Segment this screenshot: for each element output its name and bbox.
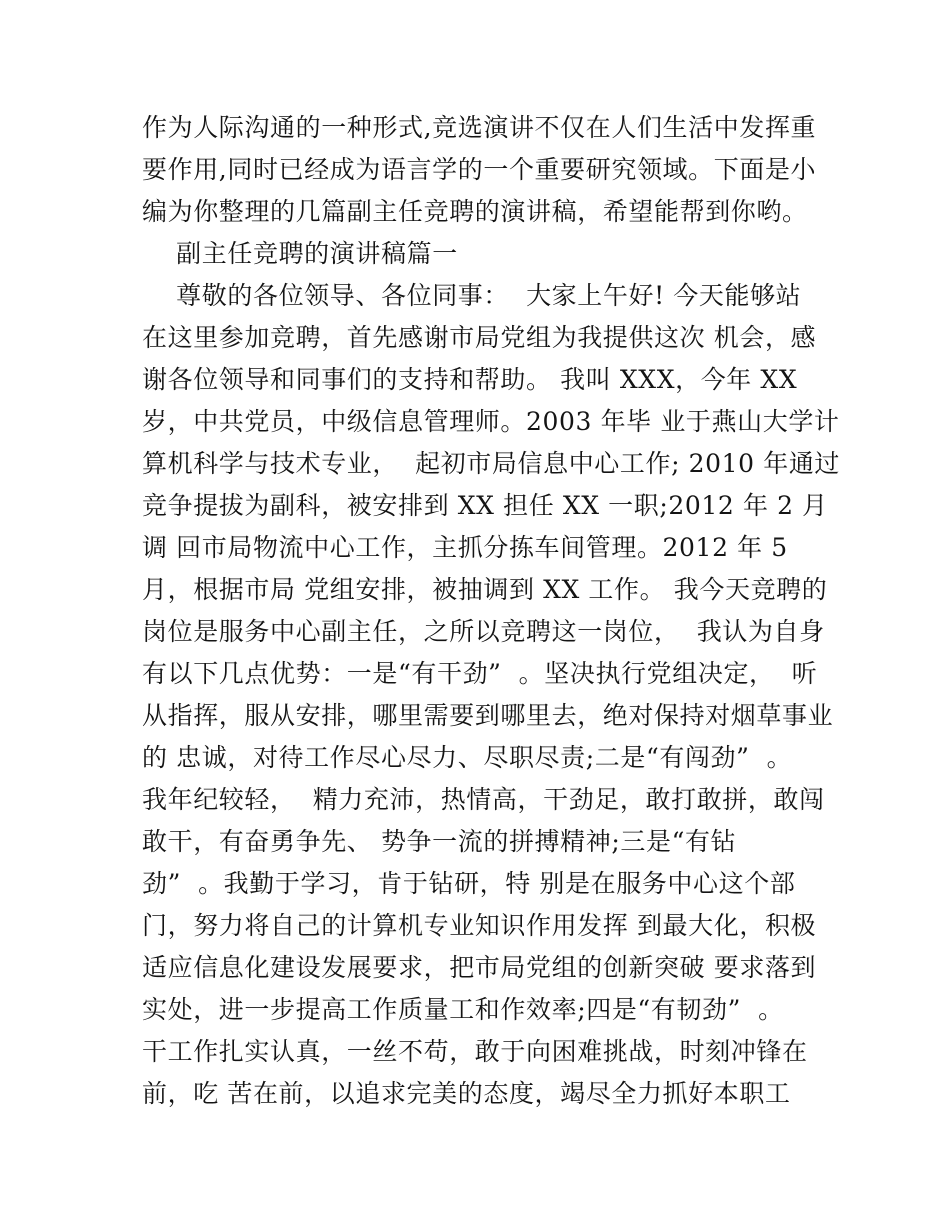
text-line: 谢各位领导和同事们的支持和帮助。 我叫 XXX，今年 XX (142, 365, 798, 394)
text-line: 门，努力将自己的计算机专业知识作用发挥 到最大化，积极 (142, 911, 817, 940)
text-line: 竞争提拔为副科，被安排到 XX 担任 XX 一职;2012 年 2 月 (142, 491, 828, 520)
text-line: 在这里参加竞聘，首先感谢市局党组为我提供这次 机会，感 (142, 323, 817, 352)
text-line: 从指挥，服从安排，哪里需要到哪里去，绝对保持对烟草事业 (142, 701, 834, 730)
text-line: 算机科学与技术专业， 起初市局信息中心工作; 2010 年通过 (142, 449, 841, 478)
text-line: 劲” 。我勤于学习，肯于钻研，特 别是在服务中心这个部 (142, 869, 796, 898)
text-line: 月，根据市局 党组安排，被抽调到 XX 工作。 我今天竞聘的 (142, 575, 828, 604)
text-line: 前，吃 苦在前，以追求完美的态度，竭尽全力抓好本职工 (142, 1079, 791, 1108)
text-line: 有以下几点优势：一是“有干劲” 。坚决执行党组决定， 听 (142, 659, 818, 688)
text-line: 要作用,同时已经成为语言学的一个重要研究领域。下面是小 (142, 155, 817, 184)
text-line: 我年纪较轻， 精力充沛，热情高，干劲足，敢打敢拼，敢闯 (142, 785, 825, 814)
section-heading: 副主任竞聘的演讲稿篇一 (142, 239, 458, 268)
text-line: 的 忠诚，对待工作尽心尽力、尽职尽责;二是“有闯劲” 。 (142, 743, 793, 772)
text-line: 作为人际沟通的一种形式,竞选演讲不仅在人们生活中发挥重 (142, 113, 817, 142)
text-line: 干工作扎实认真，一丝不苟，敢于向困难挑战，时刻冲锋在 (142, 1037, 808, 1066)
text-line: 岁，中共党员，中级信息管理师。2003 年毕 业于燕山大学计 (142, 407, 840, 436)
text-line: 调 回市局物流中心工作，主抓分拣车间管理。2012 年 5 (142, 533, 788, 562)
text-line: 岗位是服务中心副主任，之所以竞聘这一岗位， 我认为自身 (142, 617, 825, 646)
text-line: 实处，进一步提高工作质量工和作效率;四是“有韧劲” 。 (142, 995, 784, 1024)
text-line: 尊敬的各位领导、各位同事： 大家上午好! 今天能够站 (142, 281, 802, 310)
text-line: 敢干，有奋勇争先、 势争一流的拼搏精神;三是“有钻 (142, 827, 737, 856)
text-line: 编为你整理的几篇副主任竞聘的演讲稿，希望能帮到你哟。 (142, 197, 808, 226)
text-line: 适应信息化建设发展要求，把市局党组的创新突破 要求落到 (142, 953, 817, 982)
